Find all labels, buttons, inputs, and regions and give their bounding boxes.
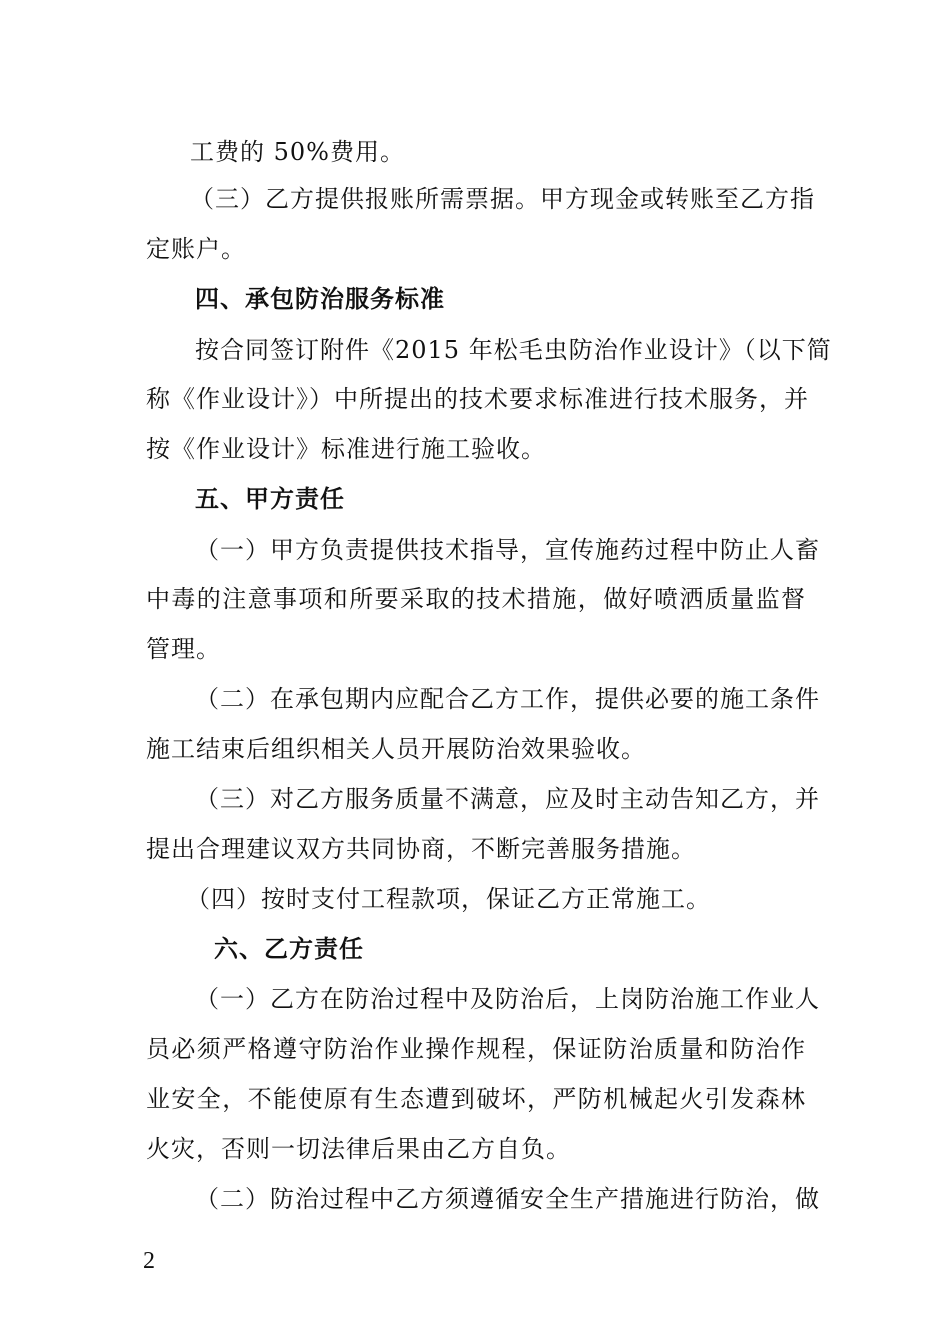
text-line: 施工结束后组织相关人员开展防治效果验收。 xyxy=(146,735,646,763)
page-number: 2 xyxy=(143,1248,155,1274)
text-line: 称《作业设计》）中所提出的技术要求标准进行技术服务，并 xyxy=(146,385,809,413)
text-line: 按《作业设计》标准进行施工验收。 xyxy=(146,435,546,463)
text-line: 火灾，否则一切法律后果由乙方自负。 xyxy=(146,1135,571,1163)
text-line: 按合同签订附件《2015 年松毛虫防治作业设计》（以下简 xyxy=(195,336,832,364)
text-line: 定账户。 xyxy=(146,235,246,263)
section-heading: 六、乙方责任 xyxy=(214,935,364,963)
section-heading: 四、承包防治服务标准 xyxy=(195,285,445,313)
text-line: 工费的 50%费用。 xyxy=(190,138,405,166)
text-line: （三）对乙方服务质量不满意，应及时主动告知乙方，并 xyxy=(195,785,820,813)
section-heading: 五、甲方责任 xyxy=(195,485,345,513)
text-line: （一）甲方负责提供技术指导，宣传施药过程中防止人畜 xyxy=(195,536,820,564)
text-line: （四）按时支付工程款项，保证乙方正常施工。 xyxy=(186,885,711,913)
text-line: （一）乙方在防治过程中及防治后，上岗防治施工作业人 xyxy=(195,985,820,1013)
text-line: 中毒的注意事项和所要采取的技术措施，做好喷洒质量监督 xyxy=(146,585,806,613)
text-line: 业安全，不能使原有生态遭到破坏，严防机械起火引发森林 xyxy=(146,1085,806,1113)
text-line: （三）乙方提供报账所需票据。甲方现金或转账至乙方指 xyxy=(190,185,815,213)
text-line: 管理。 xyxy=(146,635,221,663)
text-line: 员必须严格遵守防治作业操作规程，保证防治质量和防治作 xyxy=(146,1035,806,1063)
text-line: （二）在承包期内应配合乙方工作，提供必要的施工条件 xyxy=(195,685,820,713)
text-line: （二）防治过程中乙方须遵循安全生产措施进行防治，做 xyxy=(195,1185,820,1213)
text-line: 提出合理建议双方共同协商，不断完善服务措施。 xyxy=(146,835,696,863)
